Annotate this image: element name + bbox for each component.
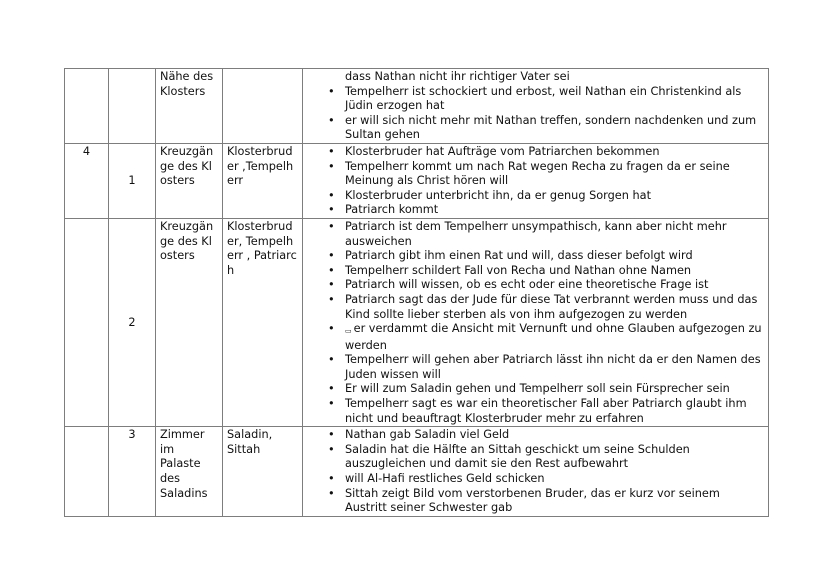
- persons-cell: [223, 69, 303, 144]
- list-item: • Saladin hat die Hälfte an Sittah geschickt um seine Schulden auszugleichen und damit sie den Rest aufbewahrt: [345, 443, 764, 472]
- bullet-list: [307, 428, 764, 516]
- list-item: • Tempelherr schildert Fall von Recha und Nathan ohne Namen: [345, 264, 764, 279]
- persons-cell: Saladin, Sittah: [223, 427, 303, 517]
- list-item: • Tempelherr sagt es war ein theoretischer Fall aber Patriarch glaubt ihm nicht und beauftragt Klosterbruder mehr zu erfahren: [345, 397, 764, 426]
- place-cell: Nähe des Klosters: [156, 69, 223, 144]
- list-item: • Tempelherr kommt um nach Rat wegen Recha zu fragen da er seine Meinung als Christ hören will: [345, 160, 764, 189]
- place-cell: Kreuzgänge des Klosters: [156, 218, 223, 426]
- list-item: • will Al-Hafi restliches Geld schicken: [345, 472, 764, 487]
- list-item: • Patriarch will wissen, ob es echt oder eine theoretische Frage ist: [345, 278, 764, 293]
- table-row: [65, 69, 769, 144]
- placeholder-mark: ▭: [345, 327, 352, 336]
- list-item: • Tempelherr will gehen aber Patriarch lässt ihn nicht da er den Namen des Juden wissen will: [345, 353, 764, 382]
- scene-cell: 2: [109, 218, 156, 426]
- list-item: • Patriarch ist dem Tempelherr unsympathisch, kann aber nicht mehr ausweichen: [345, 220, 764, 249]
- table-row: [65, 143, 769, 218]
- list-item: • Nathan gab Saladin viel Geld: [345, 428, 764, 443]
- bullet-list: [307, 220, 764, 426]
- place-cell: Zimmer im Palaste des Saladins: [156, 427, 223, 517]
- persons-cell: Klosterbruder ,Tempelherr: [223, 143, 303, 218]
- content-cell: [303, 69, 769, 144]
- content-cell: [303, 143, 769, 218]
- content-cell: [303, 427, 769, 517]
- list-item-text: er verdammt die Ansicht mit Vernunft und ohne Glauben aufgezogen zu werden: [345, 322, 762, 352]
- list-item: • Sittah zeigt Bild vom verstorbenen Bruder, das er kurz vor seinem Austritt seiner Schwester gab: [345, 487, 764, 516]
- scene-cell: [109, 69, 156, 144]
- list-item: • Patriarch sagt das der Jude für diese Tat verbrannt werden muss und das Kind sollte lieber sterben als von ihm aufgezogen zu werden: [345, 293, 764, 322]
- scene-cell: 1: [109, 143, 156, 218]
- list-item: [345, 322, 764, 353]
- act-cell: [65, 427, 109, 517]
- table-row: [65, 218, 769, 426]
- content-cell: [303, 218, 769, 426]
- persons-cell: Klosterbruder, Tempelherr , Patriarch: [223, 218, 303, 426]
- list-item: • er will sich nicht mehr mit Nathan treffen, sondern nachdenken und zum Sultan gehen: [345, 114, 764, 143]
- list-item: • Er will zum Saladin gehen und Tempelherr soll sein Fürsprecher sein: [345, 382, 764, 397]
- list-item: • Tempelherr ist schockiert und erbost, weil Nathan ein Christenkind als Jüdin erzogen hat: [345, 85, 764, 114]
- scene-table: [64, 68, 769, 517]
- scene-cell: 3: [109, 427, 156, 517]
- list-item: dass Nathan nicht ihr richtiger Vater sei: [345, 70, 570, 83]
- bullet-list: [307, 70, 764, 143]
- place-cell: Kreuzgänge des Klosters: [156, 143, 223, 218]
- list-item: • Klosterbruder unterbricht ihn, da er genug Sorgen hat: [345, 189, 764, 204]
- bullet-list: [307, 145, 764, 218]
- table-row: [65, 427, 769, 517]
- act-cell: [65, 69, 109, 144]
- list-item: • Klosterbruder hat Aufträge vom Patriarchen bekommen: [345, 145, 764, 160]
- list-item: • Patriarch kommt: [345, 203, 764, 218]
- act-cell: 4: [65, 143, 109, 218]
- list-item: • Patriarch gibt ihm einen Rat und will, dass dieser befolgt wird: [345, 249, 764, 264]
- act-cell: [65, 218, 109, 426]
